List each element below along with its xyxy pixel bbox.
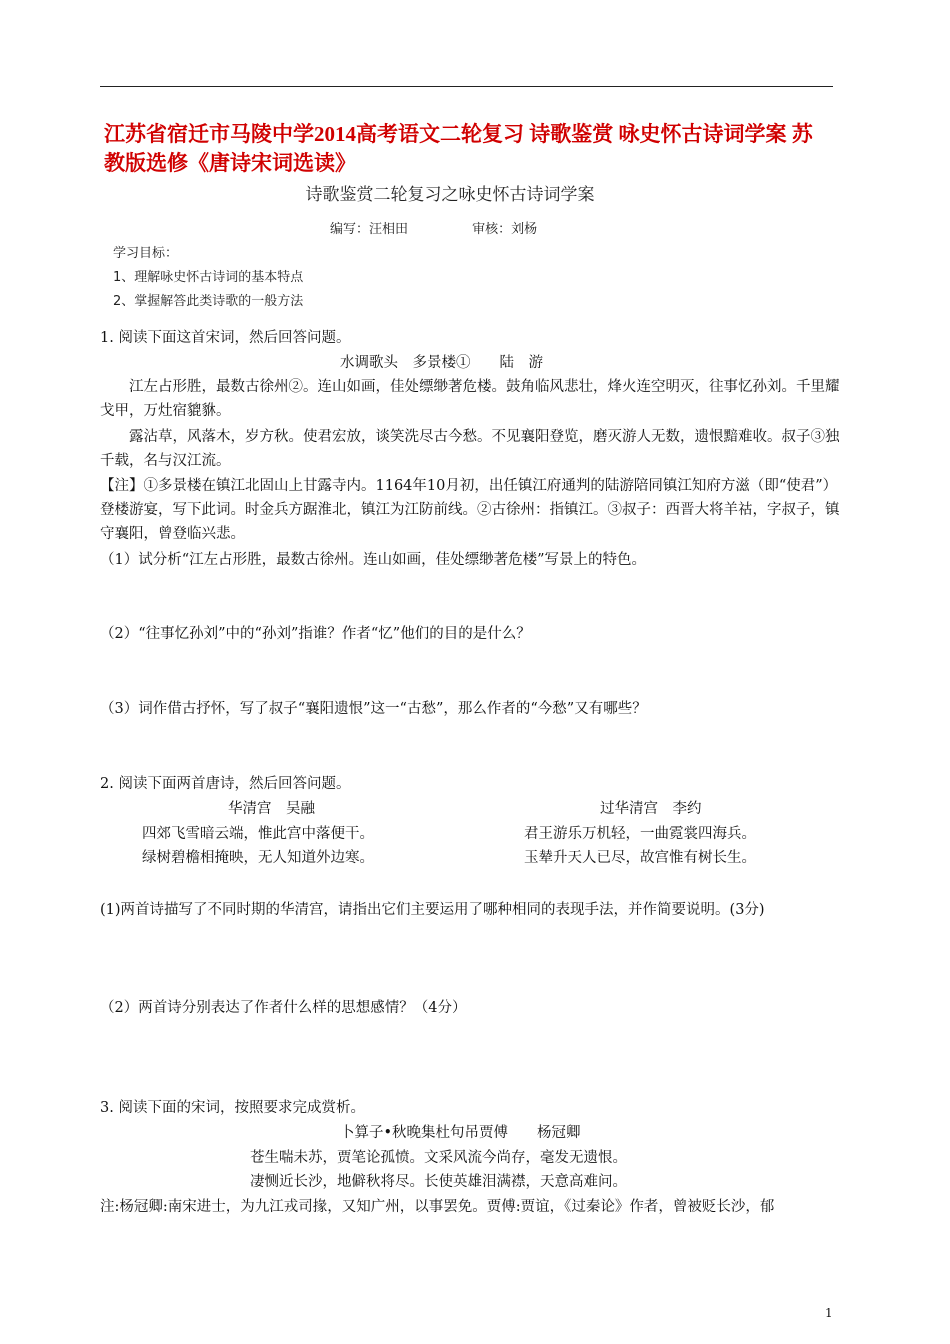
q1-sub-question-2: （2）“往事忆孙刘”中的“孙刘”指谁？作者“忆”他们的目的是什么？ [100,626,531,642]
q1-intro: 1. 阅读下面这首宋词，然后回答问题。 [100,330,351,346]
worksheet-subtitle: 诗歌鉴赏二轮复习之咏史怀古诗词学案 [305,185,595,205]
q2-sub-question-2: （2）两首诗分别表达了作者什么样的思想感情？（4分） [100,1000,467,1016]
q2-poem-a-line: 绿树碧檐相掩映，无人知道外边寒。 [142,850,374,866]
learning-goals [113,242,303,314]
q1-sub-question-3: （3）词作借古抒怀，写了叔子“襄阳遗恨”这一“古愁”，那么作者的“今愁”又有哪些？ [100,701,647,717]
q3-intro: 3. 阅读下面的宋词，按照要求完成赏析。 [100,1100,365,1116]
q1-stanza-2: 露沾草，风落木，岁方秋。使君宏放，谈笑洗尽古今愁。不见襄阳登览，磨灭游人无数，遗恨黯难收。叔子③独千载，名与汉江流。 [100,429,840,469]
q3-note: 注:杨冠卿:南宋进士，为九江戎司掾，又知广州，以事罢免。贾傅:贾谊，《过秦论》作者，曾被贬长沙，郁 [100,1199,775,1215]
q1-stanza-1: 江左占形胜，最数古徐州②。连山如画，佳处缥缈著危楼。鼓角临风悲壮，烽火连空明灭，往事忆孙刘。千里耀戈甲，万灶宿貔貅。 [100,379,840,419]
author-line [330,218,597,237]
q2-poem-b-line: 玉辇升天人已尽，故宫惟有树长生。 [524,850,756,866]
reviewer-label: 审核：刘杨 [472,222,538,237]
page-number: 1 [825,1306,833,1320]
q1-note: 【注】①多景楼在镇江北固山上甘露寺内。1164年10月初，出任镇江府通判的陆游陪同镇江知府方滋（即“使君”）登楼游宴，写下此词。时金兵方踞淮北，镇江为江防前线。②古徐州：指镇江。③叔子：西晋大将羊祜，字叔子，镇守襄阳，曾登临兴悲。 [100,478,840,542]
q2-poem-a-line: 四郊飞雪暗云端，惟此宫中落便干。 [142,826,374,842]
goal-item: 1、理解咏史怀古诗词的基本特点 [113,270,304,285]
q1-sub-question-1: （1）试分析“江左占形胜，最数古徐州。连山如画，佳处缥缈著危楼”写景上的特色。 [100,552,647,568]
q1-poem-title: 水调歌头 多景楼① 陆 游 [340,355,543,371]
q3-poem-title: 卜算子•秋晚集杜句吊贾傅 杨冠卿 [340,1125,581,1141]
q3-poem-line: 苍生喘未苏，贾笔论孤愤。文采风流今尚存，毫发无遗恨。 [250,1150,627,1166]
q3-poem-line: 凄恻近长沙，地僻秋将尽。长使英雄泪满襟，天意高难问。 [250,1174,627,1190]
goal-item: 2、掌握解答此类诗歌的一般方法 [113,294,304,309]
q2-intro: 2. 阅读下面两首唐诗，然后回答问题。 [100,776,351,792]
q2-poem-b-line: 君王游乐万机轻，一曲霓裳四海兵。 [524,826,756,842]
goals-heading: 学习目标： [113,246,179,261]
document-title: 江苏省宿迁市马陵中学2014高考语文二轮复习 诗歌鉴赏 咏史怀古诗词学案 苏教版选修《唐诗宋词选读》 [104,122,813,175]
q2-poem-a-title: 华清宫 吴融 [228,801,315,817]
q2-sub-question-1: (1)两首诗描写了不同时期的华清宫，请指出它们主要运用了哪种相同的表现手法，并作简要说明。(3分) [100,902,765,918]
editor-label: 编写：汪相田 [330,222,409,237]
header-rule [100,86,833,87]
q2-poem-b-title: 过华清宫 李约 [600,801,702,817]
